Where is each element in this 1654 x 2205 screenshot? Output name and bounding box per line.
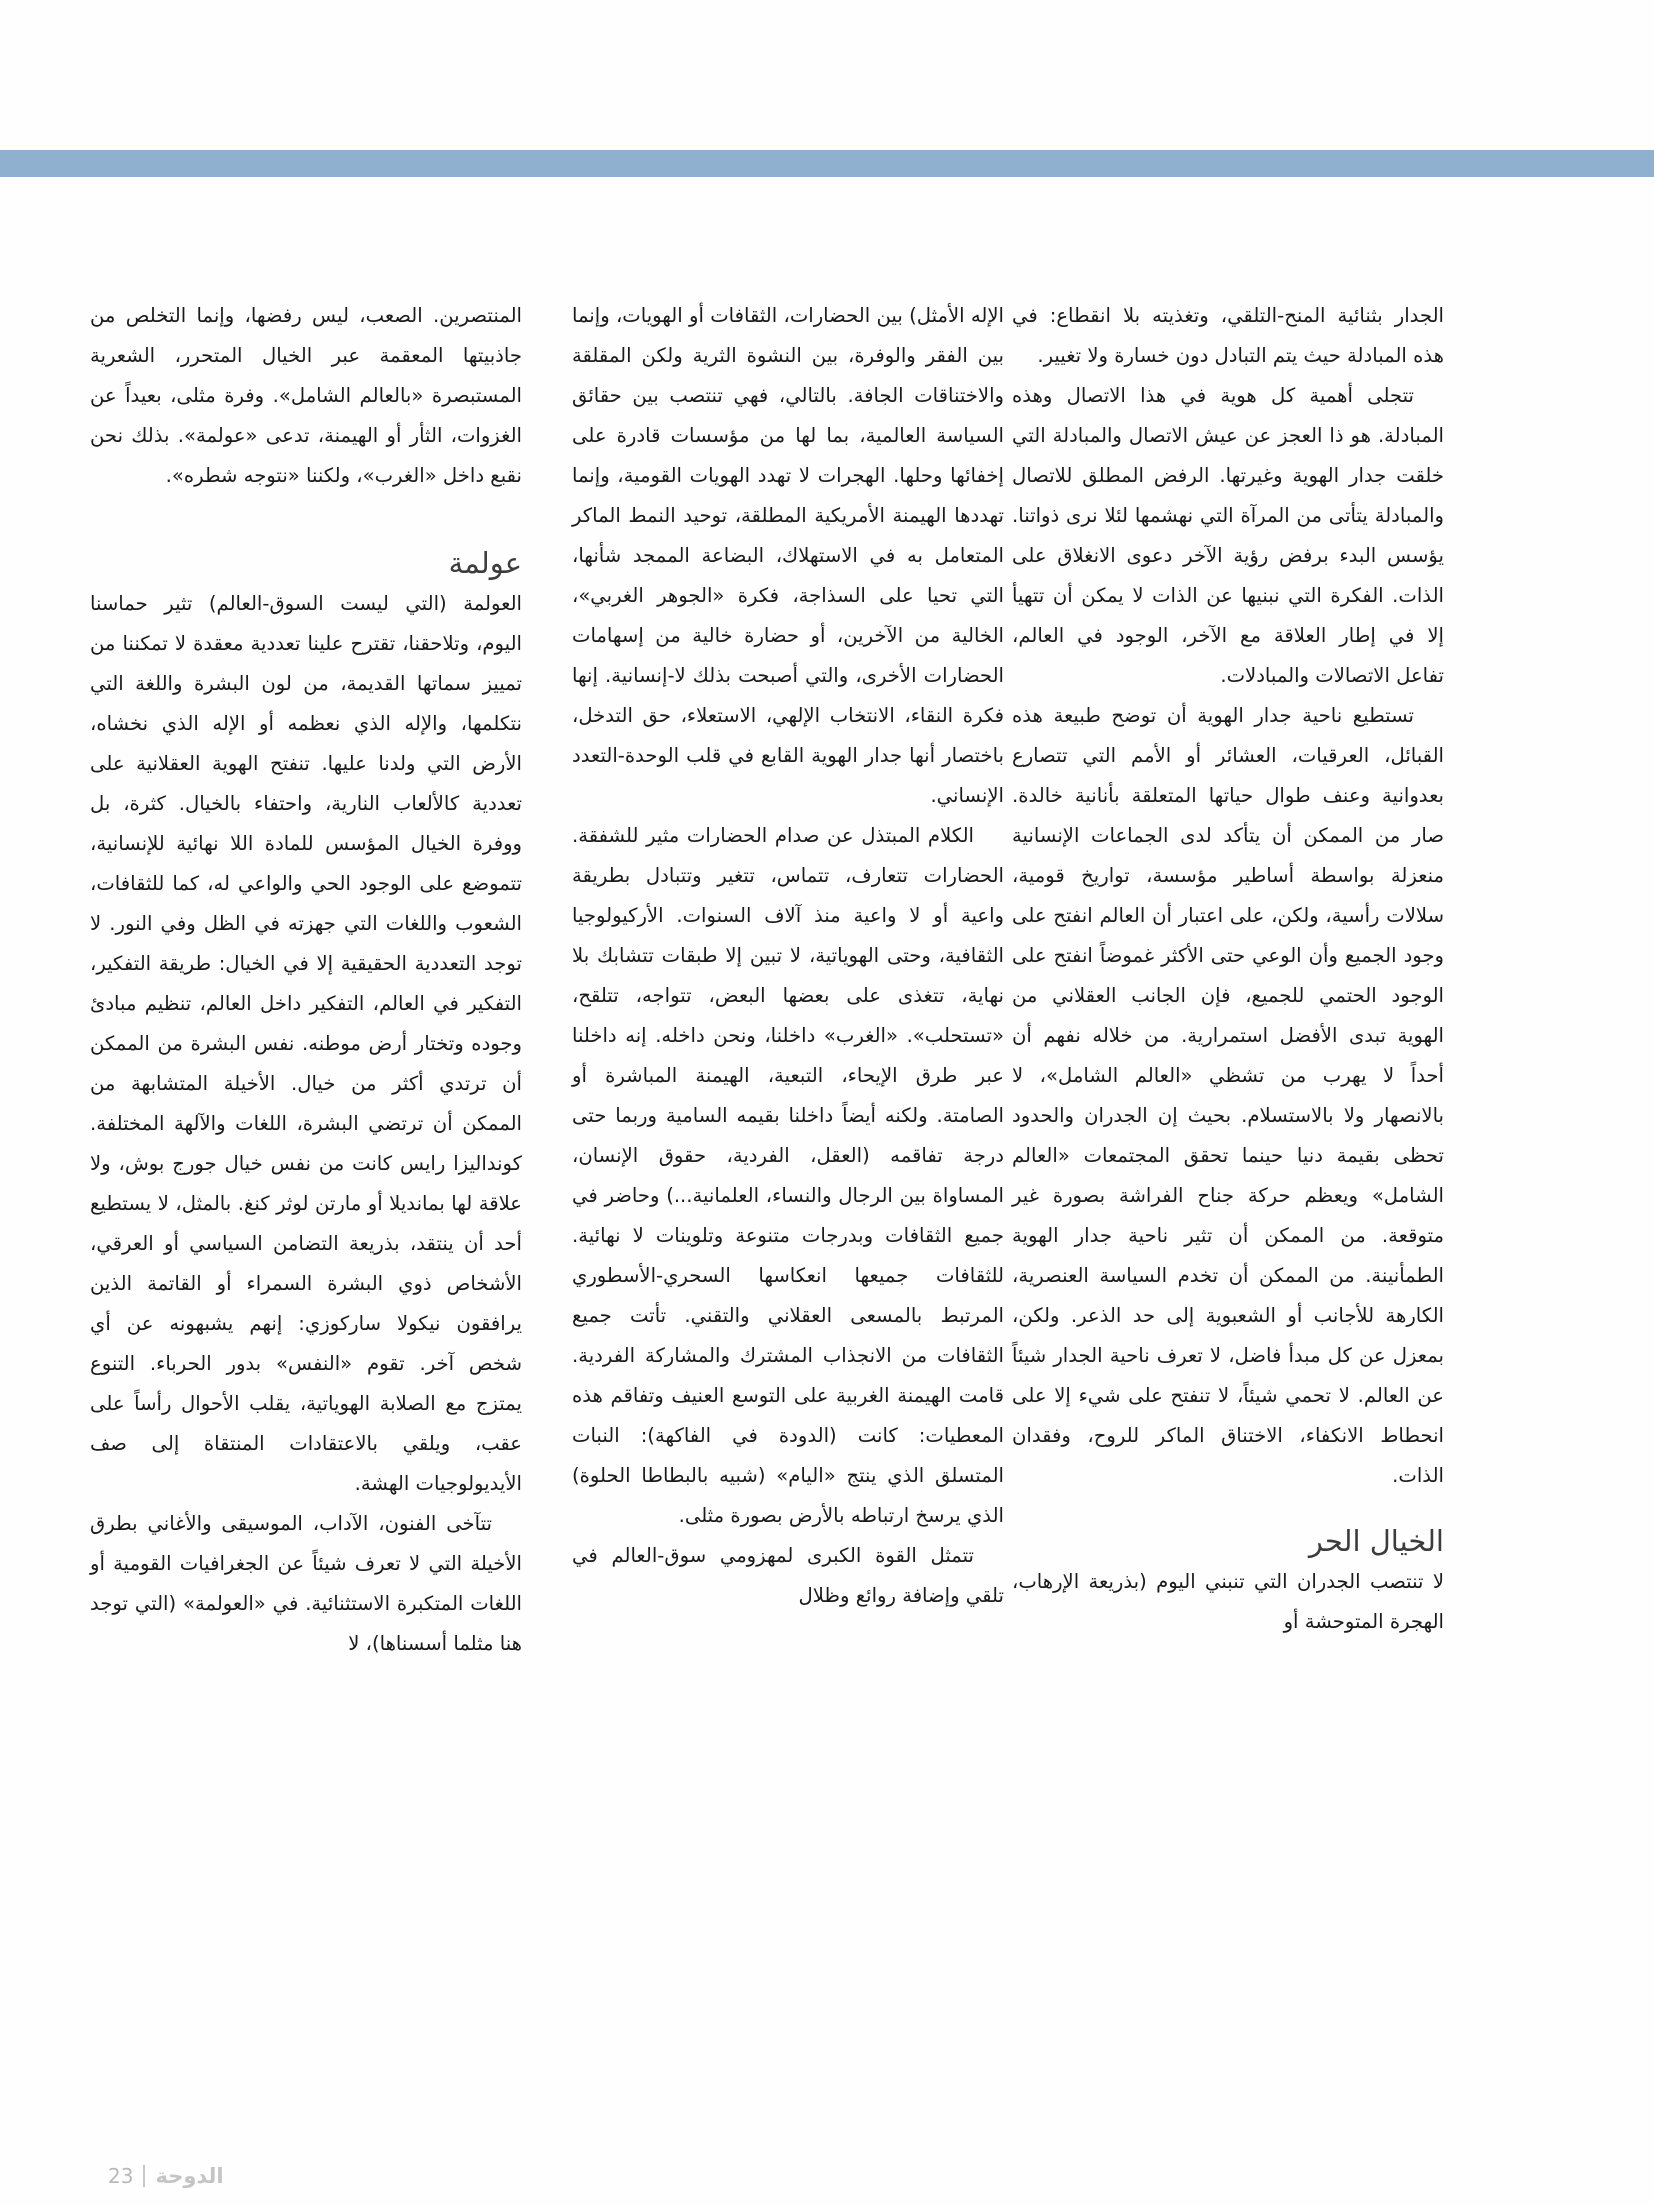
section-heading-free-imagination: الخيال الحر (1308, 1524, 1444, 1558)
paragraph: الإله الأمثل) بين الحضارات، الثقافات أو الهويات، وإنما بين الفقر والوفرة، بين النشوة الثرية ولكن المقلقة والاختناقات الجافة. بالتالي، فهي تنتصب بين حقائق السياسة العالمية، بما لها من مؤسسات قادرة على إخفائها وحلها. الهجرات لا تهدد الهويات القومية، وإنما تهددها الهيمنة الأمريكية المطلقة، توحيد النمط الماكر المتعامل به في الاستهلاك، البضاعة الممجد شأنها، التي تحيا على السذاجة، فكرة «الجوهر الغربي»، الخالية من الآخرين، أو حضارة خالية من إسهامات الحضارات الأخرى، والتي أصبحت بذلك لا-إنسانية. إنها فكرة النقاء، الانتخاب الإلهي، الاستعلاء، حق التدخل، باختصار أنها جدار الهوية القابع في قلب الوحدة-التعدد الإنساني. (572, 304, 1004, 807)
top-color-band (0, 150, 1654, 177)
article-column-right (1012, 296, 1444, 1642)
article-column-middle (572, 296, 1004, 1616)
article-column-left (90, 296, 522, 1664)
footer-divider (143, 2165, 145, 2187)
paragraph: لا تنتصب الجدران التي تنبني اليوم (بذريعة الإرهاب، الهجرة المتوحشة أو (1012, 1570, 1444, 1633)
magazine-logo: الدوحة (155, 2164, 224, 2188)
page-footer (108, 2164, 224, 2188)
paragraph: الكلام المبتذل عن صدام الحضارات مثير للشفقة. الحضارات تتعارف، تتماس، تتغير وتتبادل بطريقة واعية أو لا واعية منذ آلاف السنوات. الأركيولوجيا الثقافية، وحتى الهوياتية، لا تبين إلا طبقات تتشابك بلا نهاية، تتغذى على بعضها البعض، تتواجه، تتلقح، «تستحلب». «الغرب» داخلنا، ونحن داخله. إنه داخلنا عبر طرق الإيحاء، التبعية، الهيمنة المباشرة أو الصامتة. ولكنه أيضاً داخلنا بقيمه السامية وربما حتى درجة تفاقمه (العقل، الفردية، حقوق الإنسان، المساواة بين الرجال والنساء، العلمانية...) وحاضر في جميع الثقافات وبدرجات متنوعة وتلوينات لا نهائية. للثقافات جميعها انعكاسها السحري-الأسطوري المرتبط بالمسعى العقلاني والتقني. تأتت جميع الثقافات من الانجذاب المشترك والمشاركة الفردية. قامت الهيمنة الغربية على التوسع العنيف وتفاقم هذه المعطيات: كانت (الدودة في الفاكهة): النبات المتسلق الذي ينتج «اليام» (شبيه بالبطاطا الحلوة) الذي يرسخ ارتباطه بالأرض بصورة مثلى. (572, 824, 1004, 1527)
paragraph: الجدار بثنائية المنح-التلقي، وتغذيته بلا انقطاع: في هذه المبادلة حيث يتم التبادل دون خسارة ولا تغيير. (1012, 304, 1444, 367)
section-heading-globalization: عولمة (448, 546, 522, 580)
paragraph: المنتصرين. الصعب، ليس رفضها، وإنما التخلص من جاذبيتها المعقمة عبر الخيال المتحرر، الشعرية المستبصرة «بالعالم الشامل». وفرة مثلى، بعيداً عن الغزوات، الثأر أو الهيمنة، تدعى «عولمة». بذلك نحن نقبع داخل «الغرب»، ولكننا «نتوجه شطره». (90, 304, 522, 487)
paragraph: تتمثل القوة الكبرى لمهزومي سوق-العالم في تلقي وإضافة روائع وظلال (572, 1544, 1004, 1607)
paragraph: تتجلى أهمية كل هوية في هذا الاتصال وهذه المبادلة. هو ذا العجز عن عيش الاتصال والمبادلة التي خلقت جدار الهوية وغيرتها. الرفض المطلق للاتصال والمبادلة يتأتى من المرآة التي نهشمها لئلا نرى ذواتنا. يؤسس البدء برفض رؤية الآخر دعوى الانغلاق على الذات. الفكرة التي نبنيها عن الذات لا يمكن أن تتهيأ إلا في إطار العلاقة مع الآخر، الوجود في العالم، تفاعل الاتصالات والمبادلات. (1012, 384, 1444, 687)
page-number: 23 (108, 2164, 134, 2188)
paragraph: تستطيع ناحية جدار الهوية أن توضح طبيعة هذه القبائل، العرقيات، العشائر أو الأمم التي تتصارع بعدوانية وعنف طوال حياتها المتعلقة بأنانية خالدة. صار من الممكن أن يتأكد لدى الجماعات الإنسانية منعزلة بواسطة أساطير مؤسسة، تواريخ قومية، سلالات رأسية، ولكن، على اعتبار أن العالم انفتح على وجود الجميع وأن الوعي حتى الأكثر غموضاً انفتح على الوجود الحتمي للجميع، فإن الجانب العقلاني من الهوية تبدى الأفضل استمرارية. من خلاله نفهم أن أحداً لا يهرب من تشظي «العالم الشامل»، لا بالانصهار ولا بالاستسلام. بحيث إن الجدران والحدود تحظى بقيمة دنيا حينما تحقق المجتمعات «العالم الشامل» ويعظم حركة جناح الفراشة بصورة غير متوقعة. من الممكن أن تثير ناحية جدار الهوية الطمأنينة. من الممكن أن تخدم السياسة العنصرية، الكارهة للأجانب أو الشعبوية إلى حد الذعر. ولكن، بمعزل عن كل مبدأ فاضل، لا تعرف ناحية الجدار شيئاً عن العالم. لا تحمي شيئاً، لا تنفتح على شيء إلا على انحطاط الانكفاء، الاختناق الماكر للروح، وفقدان الذات. (1012, 704, 1444, 1487)
paragraph: تتآخى الفنون، الآداب، الموسيقى والأغاني بطرق الأخيلة التي لا تعرف شيئاً عن الجغرافيات القومية أو اللغات المتكبرة الاستثنائية. في «العولمة» (التي توجد هنا مثلما أسسناها)، لا (90, 1512, 522, 1655)
paragraph: العولمة (التي ليست السوق-العالم) تثير حماسنا اليوم، وتلاحقنا، تقترح علينا تعددية معقدة لا تمكننا من تمييز سماتها القديمة، من لون البشرة واللغة التي نتكلمها، والإله الذي نعظمه أو الإله الذي نخشاه، الأرض التي ولدنا عليها. تنفتح الهوية العقلانية على تعددية كالألعاب النارية، واحتفاء بالخيال. كثرة، بل ووفرة الخيال المؤسس للمادة اللا نهائية للإنسانية، تتموضع على الوجود الحي والواعي له، كما للثقافات، الشعوب واللغات التي جهزته في الظل وفي النور. لا توجد التعددية الحقيقية إلا في الخيال: طريقة التفكير، التفكير في العالم، التفكير داخل العالم، تنظيم مبادئ وجوده وتختار أرض موطنه. نفس البشرة من الممكن أن ترتدي أكثر من خيال. الأخيلة المتشابهة من الممكن أن ترتضي البشرة، اللغات والآلهة المختلفة. كونداليزا رايس كانت من نفس خيال جورج بوش، ولا علاقة لها بمانديلا أو مارتن لوثر كنغ. بالمثل، لا يستطيع أحد أن ينتقد، بذريعة التضامن السياسي أو العرقي، الأشخاص ذوي البشرة السمراء أو القاتمة الذين يرافقون نيكولا ساركوزي: إنهم يشبهونه عن أي شخص آخر. تقوم «النفس» بدور الحرباء. التنوع يمتزج مع الصلابة الهوياتية، يقلب الأحوال رأساً على عقب، ويلقي بالاعتقادات المنتقاة إلى صف الأيديولوجيات الهشة. (90, 592, 522, 1495)
